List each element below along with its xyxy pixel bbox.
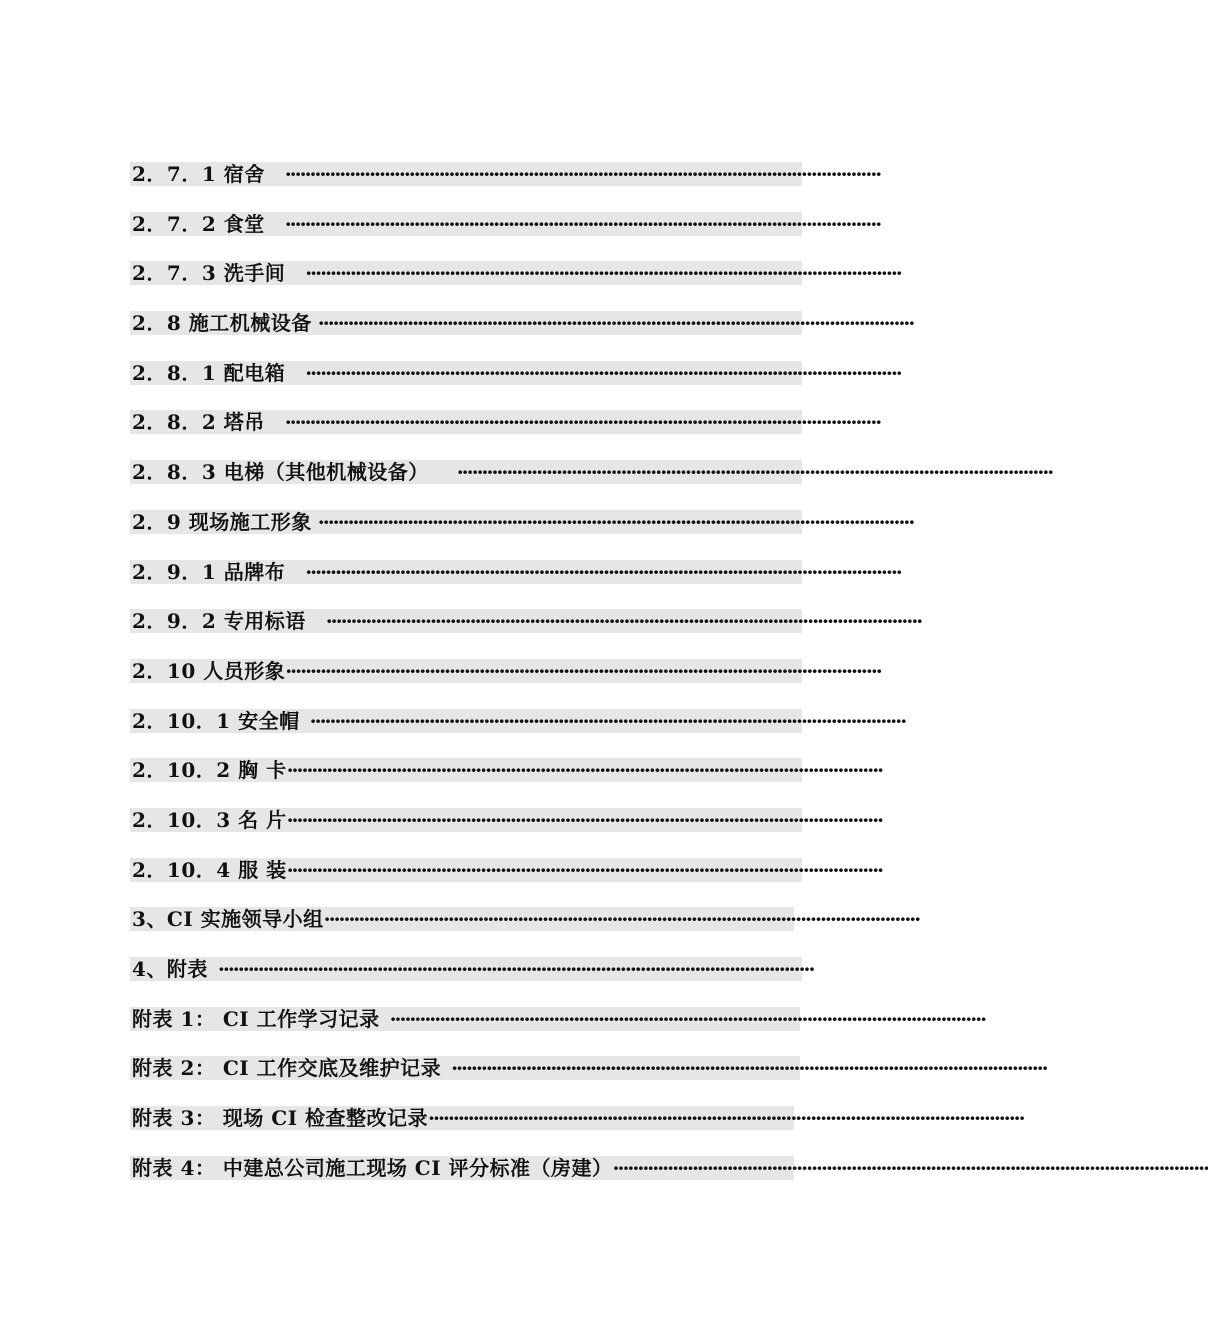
toc-entry[interactable] bbox=[130, 460, 1053, 485]
toc-entry-label: 4、附表 bbox=[132, 957, 208, 981]
toc-entry[interactable] bbox=[130, 658, 881, 683]
toc-dot-leader: ························································································································ bbox=[286, 857, 883, 882]
toc-dot-leader: ························································································································ bbox=[284, 211, 881, 236]
toc-entry-label: 2．10．4 服 装 bbox=[132, 857, 287, 882]
toc-dot-leader: ························································································································ bbox=[325, 609, 922, 634]
toc-entry[interactable] bbox=[130, 1106, 1024, 1131]
toc-entry-label: 2．9．2 专用标语 bbox=[132, 609, 306, 634]
toc-dot-leader: ························································································································ bbox=[217, 957, 814, 981]
toc-dot-leader: ························································································································ bbox=[389, 1006, 986, 1031]
toc-entry[interactable] bbox=[130, 1006, 986, 1031]
toc-entry[interactable] bbox=[130, 559, 901, 584]
toc-entry[interactable] bbox=[130, 509, 914, 534]
toc-entry-label: 2．8 施工机械设备 bbox=[132, 311, 312, 336]
toc-entry[interactable] bbox=[130, 957, 814, 981]
toc-dot-leader: ························································································································ bbox=[305, 261, 901, 286]
toc-entry-label: 2．9 现场施工形象 bbox=[132, 509, 312, 534]
toc-dot-leader: ························································································································ bbox=[317, 311, 914, 336]
toc-dot-leader: ························································································································ bbox=[612, 1155, 1208, 1180]
toc-entry[interactable] bbox=[130, 410, 881, 435]
toc-dot-leader: ························································································································ bbox=[428, 1106, 1024, 1131]
toc-entry[interactable] bbox=[130, 758, 883, 783]
toc-entry-label: 2．9．1 品牌布 bbox=[132, 559, 286, 584]
table-of-contents bbox=[130, 162, 1208, 1205]
toc-entry[interactable] bbox=[130, 162, 881, 186]
toc-entry[interactable] bbox=[130, 360, 901, 385]
toc-entry-label: 2．7．1 宿舍 bbox=[132, 162, 265, 186]
toc-entry[interactable] bbox=[130, 907, 920, 932]
toc-entry[interactable] bbox=[130, 1056, 1047, 1081]
toc-entry[interactable] bbox=[130, 609, 922, 634]
toc-entry-label: 附表 2： CI 工作交底及维护记录 bbox=[132, 1056, 442, 1081]
toc-dot-leader: ························································································································ bbox=[286, 758, 883, 783]
toc-dot-leader: ························································································································ bbox=[286, 807, 883, 832]
toc-entry-label: 2．8．2 塔吊 bbox=[132, 410, 265, 435]
toc-dot-leader: ························································································································ bbox=[284, 162, 881, 186]
toc-entry-label: 2．10．1 安全帽 bbox=[132, 708, 300, 733]
toc-dot-leader: ························································································································ bbox=[285, 658, 881, 683]
toc-dot-leader: ························································································································ bbox=[309, 708, 906, 733]
toc-dot-leader: ························································································································ bbox=[451, 1056, 1047, 1081]
toc-entry[interactable] bbox=[130, 1155, 1208, 1180]
toc-entry-label: 附表 1： CI 工作学习记录 bbox=[132, 1006, 380, 1031]
toc-entry[interactable] bbox=[130, 857, 883, 882]
toc-entry-label: 3、CI 实施领导小组 bbox=[132, 907, 324, 932]
toc-entry-label: 2．10 人员形象 bbox=[132, 658, 286, 683]
toc-dot-leader: ························································································································ bbox=[317, 509, 914, 534]
toc-dot-leader: ························································································································ bbox=[305, 559, 901, 584]
toc-entry-label: 2．10．3 名 片 bbox=[132, 807, 287, 832]
toc-entry-label: 2．8．3 电梯（其他机械设备） bbox=[132, 460, 429, 485]
toc-entry-label: 附表 3： 现场 CI 检查整改记录 bbox=[132, 1106, 429, 1131]
toc-entry[interactable] bbox=[130, 708, 906, 733]
toc-entry-label: 2．10．2 胸 卡 bbox=[132, 758, 287, 783]
toc-dot-leader: ························································································································ bbox=[284, 410, 881, 435]
toc-entry-label: 附表 4： 中建总公司施工现场 CI 评分标准（房建） bbox=[132, 1155, 613, 1180]
toc-entry[interactable] bbox=[130, 311, 914, 336]
toc-entry-label: 2．7．3 洗手间 bbox=[132, 261, 286, 286]
toc-entry-label: 2．7．2 食堂 bbox=[132, 211, 265, 236]
toc-entry[interactable] bbox=[130, 261, 901, 286]
toc-entry[interactable] bbox=[130, 211, 881, 236]
toc-entry-label: 2．8．1 配电箱 bbox=[132, 360, 286, 385]
toc-dot-leader: ························································································································ bbox=[323, 907, 920, 932]
toc-dot-leader: ························································································································ bbox=[456, 460, 1053, 485]
toc-dot-leader: ························································································································ bbox=[305, 360, 901, 385]
toc-entry[interactable] bbox=[130, 807, 883, 832]
